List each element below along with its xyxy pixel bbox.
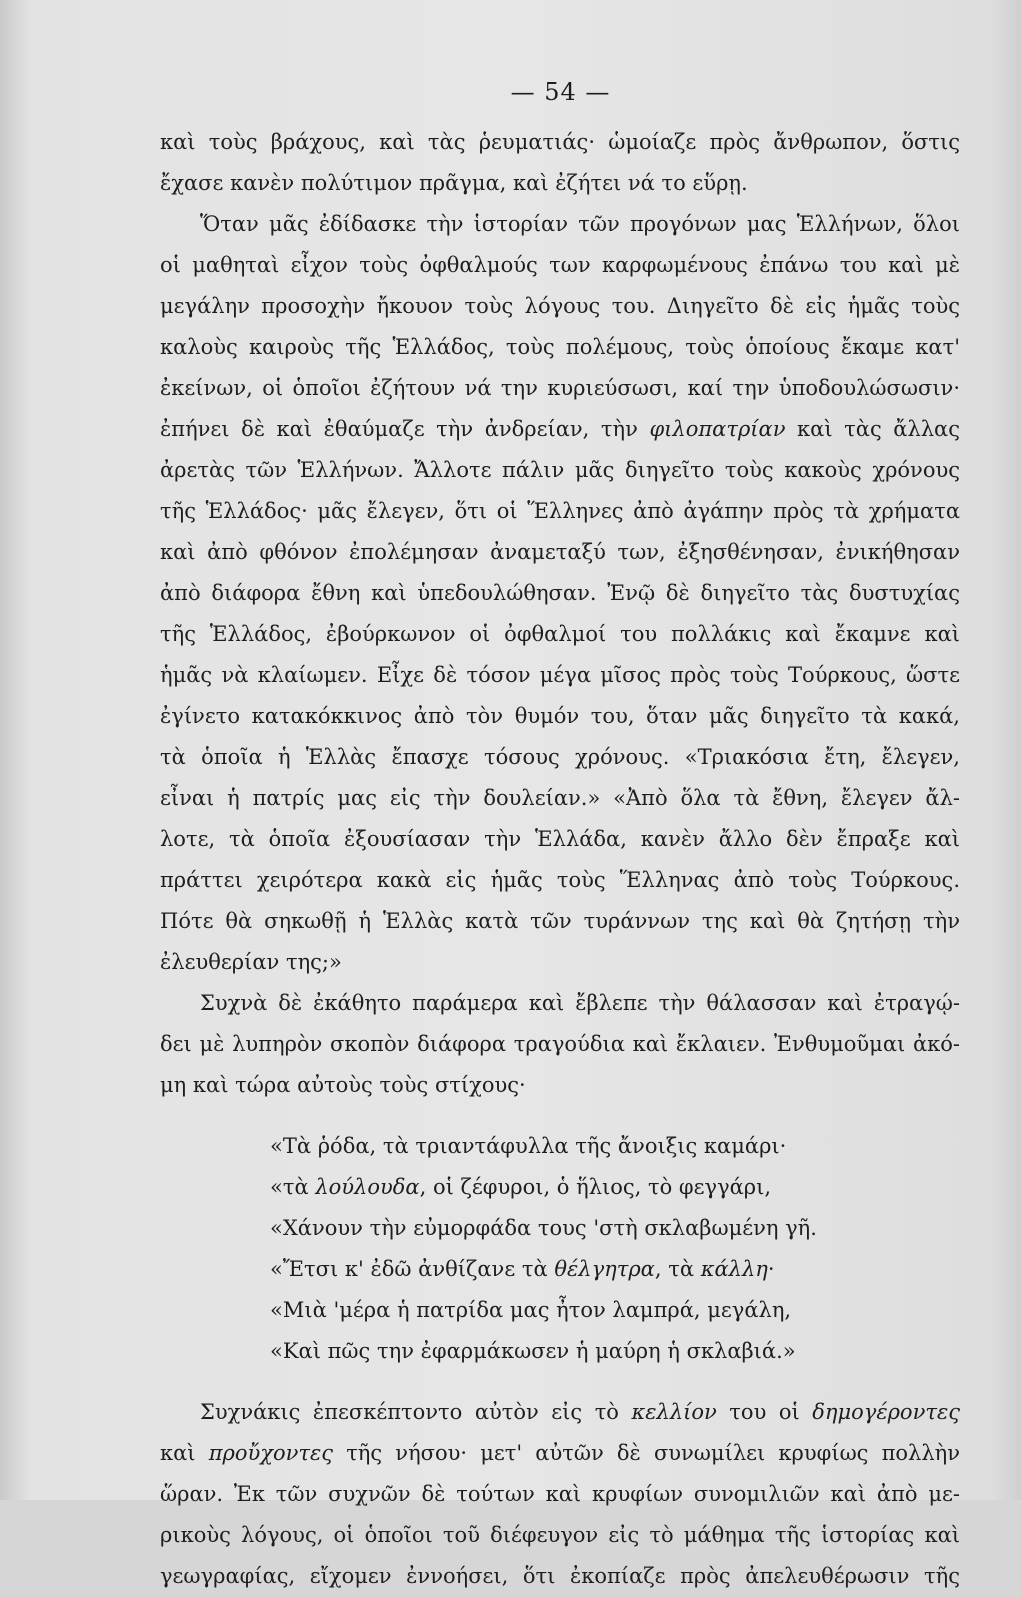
verse-line: «Τὰ ῥόδα, τὰ τριαντάφυλλα τῆς ἄνοιξις καμάρι· [270, 1134, 787, 1158]
text-run: καὶ [160, 1441, 209, 1465]
text-line: Ὅταν μᾶς ἐδίδασκε τὴν ἱστορίαν τῶν προγόνων μας Ἑλλήνων, ὅλοι [200, 212, 960, 236]
text-line: Συχνὰ δὲ ἐκάθητο παράμερα καὶ ἔβλεπε τὴν θάλασσαν καὶ ἐτραγῴ- [200, 991, 960, 1015]
verse-line: «Χάνουν τὴν εὐμορφάδα τους 'στὴ σκλαβωμένη γῆ. [270, 1216, 817, 1240]
italic-word: φιλοπατρίαν [649, 417, 786, 441]
text-line: καὶ τοὺς βράχους, καὶ τὰς ῥευματιάς· ὡμοίαζε πρὸς ἄνθρωπον, ὅστις [160, 130, 960, 154]
text-line: γεωγραφίας, εἴχομεν ἐννοήσει, ὅτι ἐκοπίαζε πρὸς ἀπελευθέρωσιν τῆς [160, 1564, 960, 1588]
text-line [160, 1392, 960, 1433]
text-run: «Ἔτσι κ' ἐδῶ ἀνθίζανε τὰ [270, 1257, 555, 1281]
verse-line: «Καὶ πῶς την ἐφαρμάκωσεν ἡ μαύρη ἡ σκλαβιά.» [270, 1339, 796, 1363]
text-line: ἀρετὰς τῶν Ἑλλήνων. Ἄλλοτε πάλιν μᾶς διηγεῖτο τοὺς κακοὺς χρόνους [160, 458, 960, 482]
text-line: ἐγίνετο κατακόκκινος ἀπὸ τὸν θυμόν του, ὅταν μᾶς διηγεῖτο τὰ κακά, [160, 704, 960, 728]
italic-word: κελλίον [631, 1400, 717, 1424]
paragraph-2 [160, 204, 960, 983]
page-number: — 54 — [510, 78, 611, 106]
italic-word: θέλγητρα [554, 1257, 655, 1281]
text-line: τῆς Ἑλλάδος, ἐβούρκωνον οἱ ὀφθαλμοί του πολλάκις καὶ ἔκαμνε καὶ [160, 622, 960, 646]
text-line: μη καὶ τώρα αὐτοὺς τοὺς στίχους· [160, 1073, 526, 1097]
text-line: ἀπὸ διάφορα ἔθνη καὶ ὑπεδουλώθησαν. Ἐνῷ δὲ διηγεῖτο τὰς δυστυχίας [160, 581, 960, 605]
italic-word: λούλουδα [315, 1175, 420, 1199]
paragraph-1 [160, 122, 960, 204]
page-text [160, 122, 960, 1597]
text-line: ἐκείνων, οἱ ὁποῖοι ἐζήτουν νά την κυριεύσωσι, καί την ὑποδουλώσωσιν· [160, 376, 960, 400]
italic-word: προὔχοντες [208, 1441, 334, 1465]
text-line: Πότε θὰ σηκωθῇ ἡ Ἑλλὰς κατὰ τῶν τυράννων της καὶ θὰ ζητήσῃ τὴν [160, 909, 960, 933]
verse-line: «Μιὰ 'μέρα ἡ πατρίδα μας ἦτον λαμπρά, μεγάλη, [270, 1298, 792, 1322]
paragraph-3 [160, 983, 960, 1106]
text-line: πράττει χειρότερα κακὰ εἰς ἡμᾶς τοὺς Ἕλληνας ἀπὸ τοὺς Τούρκους. [160, 868, 960, 892]
text-line: μεγάλην προσοχὴν ἤκουον τοὺς λόγους του. Διηγεῖτο δὲ εἰς ἡμᾶς τοὺς [160, 294, 960, 318]
verse-line [160, 1249, 960, 1290]
verse-line [160, 1167, 960, 1208]
text-run: · [767, 1257, 775, 1281]
paragraph-4 [160, 1392, 960, 1597]
text-run: του οἱ [716, 1400, 813, 1424]
text-line: δει μὲ λυπηρὸν σκοπὸν διάφορα τραγούδια καὶ ἔκλαιεν. Ἐνθυμοῦμαι ἀκό- [160, 1032, 960, 1056]
verse-gap-bottom [160, 1372, 960, 1392]
text-line: ρικοὺς λόγους, οἱ ὁποῖοι τοῦ διέφευγον εἰς τὸ μάθημα τῆς ἱστορίας καὶ [160, 1523, 960, 1547]
text-run: καὶ τὰς ἄλλας [785, 417, 960, 441]
text-line: ἔχασε κανὲν πολύτιμον πρᾶγμα, καὶ ἐζήτει νά το εὕρῃ. [160, 171, 748, 195]
text-line: καὶ ἀπὸ φθόνον ἐπολέμησαν ἀναμεταξύ των, ἐξησθένησαν, ἐνικήθησαν [160, 540, 960, 564]
poem-verses [160, 1126, 960, 1372]
text-line: ἐλευθερίαν της;» [160, 950, 342, 974]
italic-word: κάλλη [700, 1257, 768, 1281]
text-line: καλοὺς καιροὺς τῆς Ἑλλάδος, τοὺς πολέμους, τοὺς ὁποίους ἔκαμε κατ' [160, 335, 960, 359]
text-line: τῆς Ἑλλάδος· μᾶς ἔλεγεν, ὅτι οἱ Ἕλληνες ἀπὸ ἀγάπην πρὸς τὰ χρήματα [160, 499, 960, 523]
text-line: λοτε, τὰ ὁποῖα ἐξουσίασαν τὴν Ἑλλάδα, κανὲν ἄλλο δὲν ἔπραξε καὶ [160, 827, 960, 851]
text-run: Συχνάκις ἐπεσκέπτοντο αὐτὸν εἰς τὸ [200, 1400, 632, 1424]
text-line: οἱ μαθηταὶ εἶχον τοὺς ὀφθαλμούς των καρφωμένους ἐπάνω του καὶ μὲ [160, 253, 960, 277]
text-run: ἐπήνει δὲ καὶ ἐθαύμαζε τὴν ἀνδρείαν, τὴν [160, 417, 650, 441]
text-line [160, 1433, 960, 1474]
text-run: , τὰ [654, 1257, 701, 1281]
text-run: , οἱ ζέφυροι, ὁ ἥλιος, τὸ φεγγάρι, [419, 1175, 772, 1199]
text-line: ὥραν. Ἐκ τῶν συχνῶν δὲ τούτων καὶ κρυφίων συνομιλιῶν καὶ ἀπὸ με- [160, 1482, 960, 1506]
text-line: εἶναι ἡ πατρίς μας εἰς τὴν δουλείαν.» «Ἀπὸ ὅλα τὰ ἔθνη, ἔλεγεν ἄλ- [160, 786, 960, 810]
text-line: τὰ ὁποῖα ἡ Ἑλλὰς ἔπασχε τόσους χρόνους. «Τριακόσια ἔτη, ἔλεγεν, [160, 745, 960, 769]
text-run: τῆς νήσου· μετ' αὐτῶν δὲ συνωμίλει κρυφίως πολλὴν [333, 1441, 960, 1465]
verse-gap-top [160, 1106, 960, 1126]
text-line: ἡμᾶς νὰ κλαίωμεν. Εἶχε δὲ τόσον μέγα μῖσος πρὸς τοὺς Τούρκους, ὥστε [160, 663, 960, 687]
italic-word: δημογέροντες [812, 1400, 960, 1424]
text-run: «τὰ [270, 1175, 316, 1199]
text-line [160, 409, 960, 450]
